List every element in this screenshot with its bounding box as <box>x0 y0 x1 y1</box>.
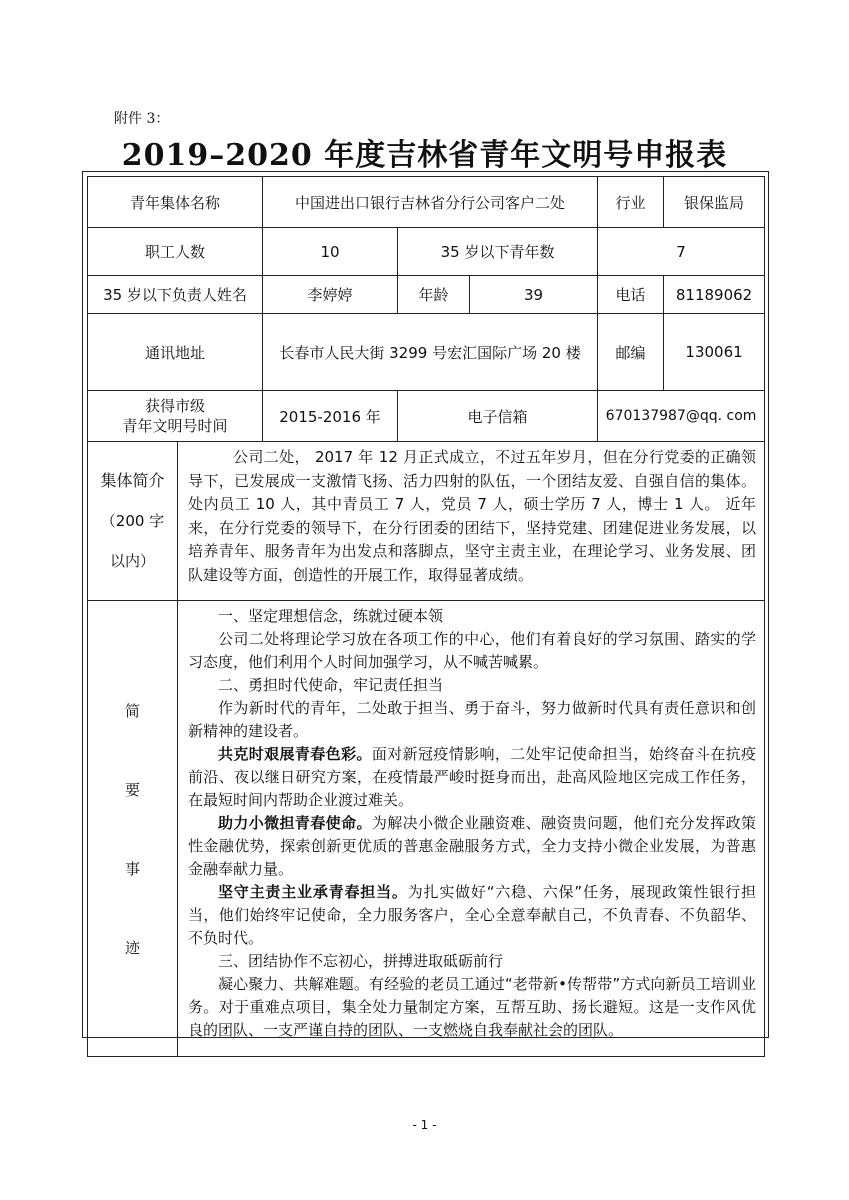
application-form-table <box>87 176 765 1057</box>
award-time-label <box>88 391 263 442</box>
address-label: 通讯地址 <box>88 314 263 391</box>
leader-value: 李婷婷 <box>263 276 398 314</box>
deeds-heading-1: 一、坚定理想信念，练就过硬本领 <box>218 607 444 625</box>
award-label-line-1: 获得市级 <box>145 397 206 415</box>
award-label-line-2: 青年文明号时间 <box>122 417 228 435</box>
intro-label-line-2: （200 字 <box>100 512 165 530</box>
attachment-label: 附件 3： <box>114 111 170 127</box>
age-label: 年龄 <box>398 276 470 314</box>
deeds-label-char-3: 事 <box>124 859 140 878</box>
industry-value: 银保监局 <box>664 177 765 228</box>
row-address <box>88 314 765 391</box>
deeds-paragraph-1: 公司二处将理论学习放在各项工作的中心，他们有着良好的学习氛围、踏实的学习态度，他们利用个人时间加强学习，从不喊苦喊累。 <box>188 630 757 671</box>
deeds-paragraph-4-body: 为解决小微企业融资难、融资贵问题，他们充分发挥政策性金融优势，探索创新更优质的普惠金融服务方式，全力支持小微企业发展，为普惠金融奉献力量。 <box>188 814 757 878</box>
row-group-name <box>88 177 765 228</box>
intro-text: 公司二处， 2017 年 12 月正式成立，不过五年岁月，但在分行党委的正确领导下，已发展成一支激情飞扬、活力四射的队伍，一个团结友爱、自强自信的集体。处内员工 10 人，其中青员工 7 人，党员 7 人，硕士学历 7 人，博士 1 人。 近年来，在分行党委的领导下，在分行团委的团结下，坚持党建、团建促进业务发展，以培养青年、服务青年为出发点和落脚点，坚守主责主业，在理论学习、业务发展、团队建设等方面，创造性的开展工作，取得显著成绩。 <box>188 448 757 584</box>
phone-label: 电话 <box>598 276 664 314</box>
deeds-paragraph-4-lead: 助力小微担青春使命。 <box>218 814 372 832</box>
row-staff <box>88 228 765 276</box>
deeds-label <box>88 601 178 1057</box>
intro-label <box>88 442 178 601</box>
row-award <box>88 391 765 442</box>
staff-value: 10 <box>263 228 398 276</box>
row-intro <box>88 442 765 601</box>
intro-label-line-3: 以内） <box>109 552 155 570</box>
intro-text-cell <box>178 442 765 601</box>
age-value: 39 <box>470 276 598 314</box>
deeds-paragraph-5 <box>188 881 756 950</box>
deeds-label-char-4: 迹 <box>124 938 140 957</box>
email-label: 电子信箱 <box>398 391 598 442</box>
page-title: 2019–2020 年度吉林省青年文明号申报表 <box>121 138 728 173</box>
email-value: 670137987@qq. com <box>598 391 765 442</box>
award-time-value: 2015-2016 年 <box>263 391 398 442</box>
intro-label-line-1: 集体简介 <box>100 471 165 490</box>
deeds-heading-2: 二、勇担时代使命，牢记责任担当 <box>218 676 444 694</box>
youth-label: 35 岁以下青年数 <box>398 228 598 276</box>
group-name-label: 青年集体名称 <box>88 177 263 228</box>
industry-label: 行业 <box>598 177 664 228</box>
staff-label: 职工人数 <box>88 228 263 276</box>
deeds-paragraph-3-lead: 共克时艰展青春色彩。 <box>218 745 372 763</box>
page-number: - 1 - <box>412 1118 437 1132</box>
phone-value: 81189062 <box>664 276 765 314</box>
address-value: 长春市人民大街 3299 号宏汇国际广场 20 楼 <box>263 314 598 391</box>
youth-value: 7 <box>598 228 765 276</box>
deeds-label-char-2: 要 <box>124 780 140 799</box>
leader-label: 35 岁以下负责人姓名 <box>88 276 263 314</box>
deeds-text-cell <box>178 601 765 1057</box>
deeds-heading-3: 三、团结协作不忘初心，拼搏进取砥砺前行 <box>218 952 504 970</box>
deeds-paragraph-4 <box>188 812 756 881</box>
deeds-paragraph-5-body: 为扎实做好“六稳、六保”任务，展现政策性银行担当，他们始终牢记使命，全力服务客户，全心全意奉献自己，不负青春、不负韶华、不负时代。 <box>188 883 757 947</box>
deeds-paragraph-3 <box>188 743 756 812</box>
postcode-value: 130061 <box>664 314 765 391</box>
group-name-value: 中国进出口银行吉林省分行公司客户二处 <box>263 177 598 228</box>
deeds-paragraph-2: 作为新时代的青年，二处敢于担当、勇于奋斗，努力做新时代具有责任意识和创新精神的建设者。 <box>188 699 757 740</box>
row-deeds <box>88 601 765 1057</box>
postcode-label: 邮编 <box>598 314 664 391</box>
deeds-paragraph-5-lead: 坚守主责主业承青春担当。 <box>218 883 408 901</box>
deeds-paragraph-3-body: 面对新冠疫情影响，二处牢记使命担当，始终奋斗在抗疫前沿、夜以继日研究方案，在疫情最严峻时挺身而出，赴高风险地区完成工作任务，在最短时间内帮助企业渡过难关。 <box>188 745 757 809</box>
deeds-paragraph-6: 凝心聚力、共解难题。有经验的老员工通过“老带新•传帮带”方式向新员工培训业务。对于重难点项目，集全处力量制定方案，互帮互助、扬长避短。这是一支作风优良的团队、一支严谨自持的团队、一支燃烧自我奉献社会的团队。 <box>188 975 757 1039</box>
deeds-label-char-1: 简 <box>124 701 140 720</box>
row-leader <box>88 276 765 314</box>
